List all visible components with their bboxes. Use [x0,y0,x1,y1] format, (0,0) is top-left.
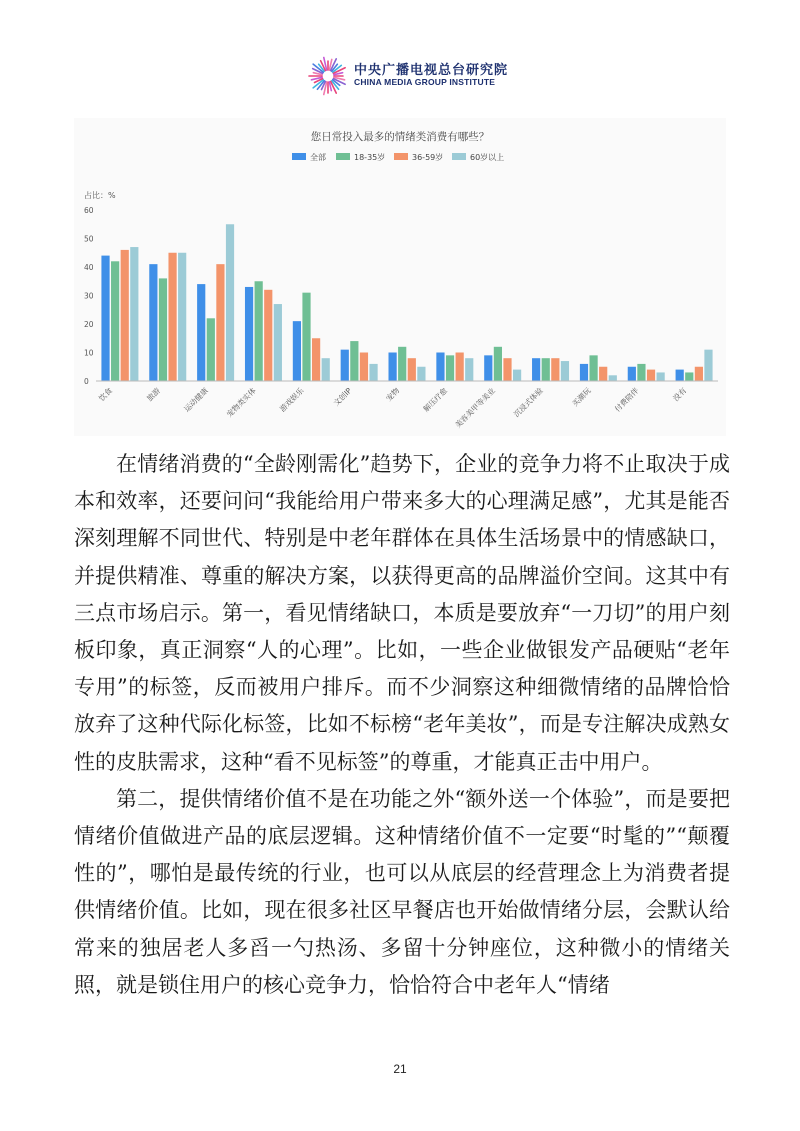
x-tick-label: 饮食 [97,386,115,404]
x-tick-label: 宠物 [384,386,402,404]
bar [561,361,569,381]
bar [465,358,473,381]
bar [207,318,215,381]
bar [101,256,109,381]
bar [293,321,301,381]
bar [580,364,588,381]
bar [436,353,444,382]
bar [168,253,176,381]
y-tick-label: 0 [84,377,89,386]
legend-label: 18-35岁 [354,153,386,162]
y-tick-label: 10 [84,348,94,358]
x-tick-label: 宠物类实体 [224,386,258,419]
legend-swatch [336,153,350,160]
bar [532,358,540,381]
bar [676,370,684,381]
bar [178,253,186,381]
bar [657,372,665,381]
bar [274,304,282,381]
bar [542,358,550,381]
bar [589,355,597,381]
article-body [74,446,730,1004]
bar [417,367,425,381]
bar [484,355,492,381]
bar [226,224,234,381]
bar [503,358,511,381]
x-tick-label: 文创IP [331,386,354,408]
x-tick-label: 游戏娱乐 [277,386,306,414]
bar [312,338,320,381]
page-number: 21 [393,1062,407,1076]
legend-swatch [452,153,466,160]
logo-chinese-name: 中央广播电视总台研究院 [354,63,509,79]
bar [111,261,119,381]
x-tick-label: 解压疗愈 [421,386,450,414]
bar [350,341,358,381]
y-axis-label: 占比：% [84,191,116,200]
y-tick-label: 40 [84,263,94,272]
bar [389,353,397,382]
page-header [0,50,800,102]
legend-swatch [292,153,306,160]
bar [704,350,712,381]
bar [456,353,464,382]
bar [245,287,253,381]
y-tick-label: 50 [84,234,94,244]
institute-logo [308,56,508,96]
bar [216,264,224,381]
bar [159,278,167,381]
x-tick-label: 旅游 [145,386,163,404]
legend-label: 36-59岁 [412,153,444,162]
legend-swatch [394,153,408,160]
bar [302,293,310,381]
bar [341,350,349,381]
radial-logo-icon [308,56,348,96]
bar [360,353,368,382]
bar [551,358,559,381]
bar [513,370,521,381]
x-axis-labels [96,385,688,430]
chart-panel [74,118,726,436]
x-tick-label: 付费陪伴 [612,386,641,414]
bar [197,284,205,381]
bar [264,290,272,381]
bar [695,367,703,381]
chart-title: 您日常投入最多的情绪类消费有哪些？ [310,131,490,143]
logo-english-name: CHINA MEDIA GROUP INSTITUTE [354,77,496,88]
bar [322,358,330,381]
bar [599,367,607,381]
chart-bars [101,224,712,381]
legend-label: 全部 [310,153,326,162]
x-tick-label: 沉浸式体验 [511,386,545,419]
bar [609,375,617,381]
bar [255,281,263,381]
bar [647,370,655,381]
bar [628,367,636,381]
bar [685,372,693,381]
bar [398,347,406,381]
y-axis-ticks [84,206,94,386]
x-tick-label: 买潮玩 [570,386,593,409]
bar-chart [74,118,726,436]
bar [149,264,157,381]
x-tick-label: 运动健康 [182,386,210,414]
bar [637,364,645,381]
bar [121,250,129,381]
paragraph-1: 在情绪消费的“全龄刚需化”趋势下，企业的竞争力将不止取决于成本和效率，还要问问“我能给用户带来多大的心理满足感”，尤其是能否深刻理解不同世代、特别是中老年群体在具体生活场景中的情感缺口，并提供精准、尊重的解决方案，以获得更高的品牌溢价空间。这其中有三点市场启示。第一，看见情绪缺口，本质是要放弃“一刀切”的用户刻板印象，真正洞察“人的心理”。比如，一些企业做银发产品硬贴“老年专用”的标签，反而被用户排斥。而不少洞察这种细微情绪的品牌恰恰放弃了这种代际化标签，比如不标榜“老年美妆”，而是专注解决成熟女性的皮肤需求，这种“看不见标签”的尊重，才能真正击中用户。 [74,452,730,774]
x-tick-label: 没有 [671,386,689,404]
y-tick-label: 20 [84,320,94,329]
chart-legend [292,152,504,162]
bar [369,364,377,381]
y-tick-label: 30 [84,291,94,301]
y-tick-label: 60 [84,206,94,215]
paragraph-2: 第二，提供情绪价值不是在功能之外“额外送一个体验”，而是要把情绪价值做进产品的底层逻辑。这种情绪价值不一定要“时髦的”“颠覆性的”，哪怕是最传统的行业，也可以从底层的经营理念上为消费者提供情绪价值。比如，现在很多社区早餐店也开始做情绪分层，会默认给常来的独居老人多舀一勺热汤、多留十分钟座位，这种微小的情绪关照，就是锁住用户的核心竞争力，恰恰符合中老年人“情绪 [74,786,730,997]
x-tick-label: 美容美甲等美业 [453,386,497,430]
bar [130,247,138,381]
bar [408,358,416,381]
bar [446,355,454,381]
bar [494,347,502,381]
legend-label: 60岁以上 [470,153,505,162]
